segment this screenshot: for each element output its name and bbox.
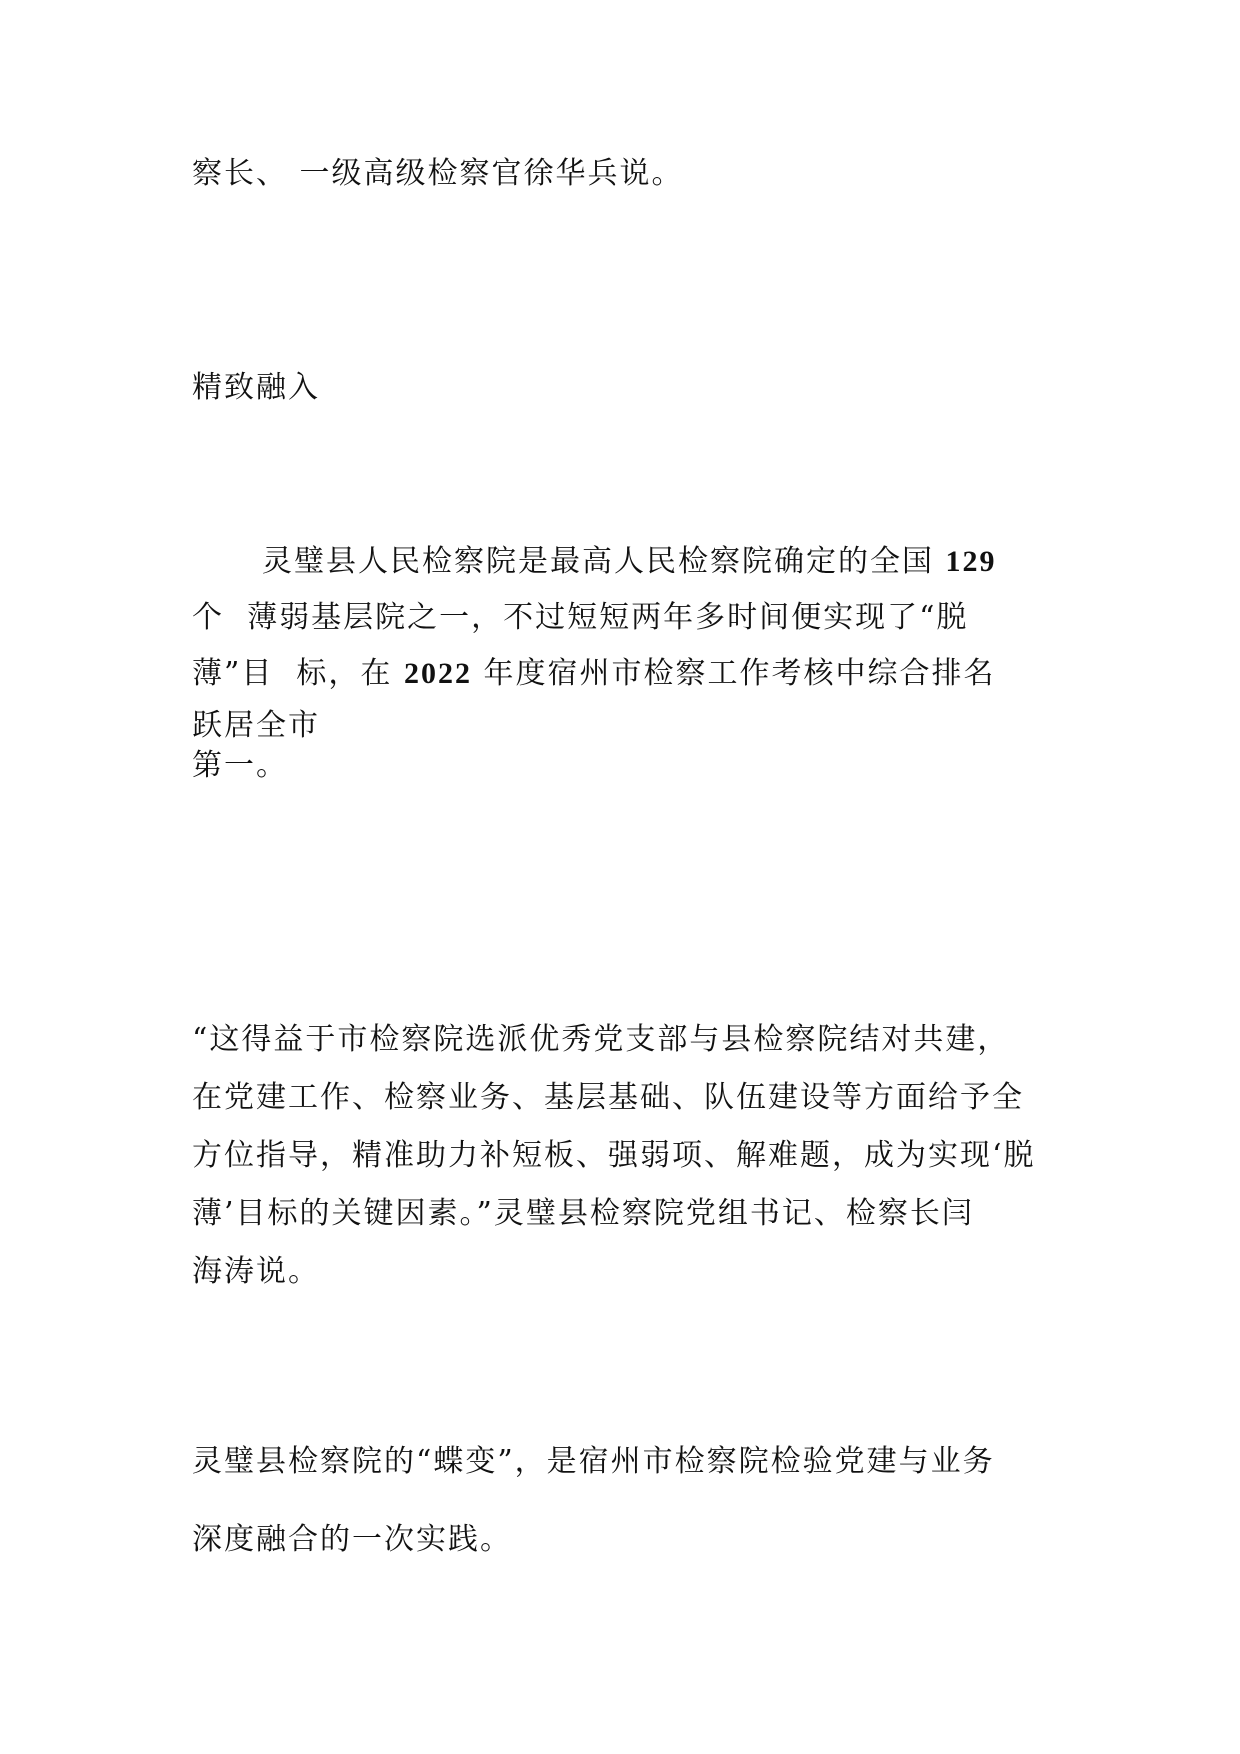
paragraph-2-line-3 [192,652,996,696]
section-heading: 精致融入 [192,370,320,405]
paragraph-3-line-1: “这得益于市检察院选派优秀党支部与县检察院结对共建， [192,1022,1010,1057]
paragraph-3-line-2: 在党建工作、检察业务、基层基础、队伍建设等方面给予全 [192,1080,1024,1115]
paragraph-3-line-4: 薄’目标的关键因素。”灵璧县检察院党组书记、检察长闫 [192,1196,974,1231]
paragraph-4-line-1: 灵璧县检察院的“蝶变”，是宿州市检察院检验党建与业务 [192,1444,995,1479]
paragraph-2-line-5: 第一。 [192,748,288,783]
paragraph-2-line-2: 个 薄弱基层院之一，不过短短两年多时间便实现了“脱 [192,600,969,635]
paragraph-2-line-1 [262,540,997,584]
paragraph-1-line-1: 察长、 一级高级检察官徐华兵说。 [192,156,684,191]
year-2022: 2022 [403,657,472,690]
paragraph-2-line-1-text: 灵璧县人民检察院是最高人民检察院确定的全国 [262,544,946,579]
paragraph-2-line-4: 跃居全市 [192,708,320,743]
paragraph-2-line-3-text-b: 年度宿州市检察工作考核中综合排名 [471,656,996,691]
count-129: 129 [945,545,997,578]
paragraph-2-line-3-text-a: 薄”目 标，在 [192,656,404,691]
paragraph-3-line-5: 海涛说。 [192,1254,320,1289]
paragraph-4-line-2: 深度融合的一次实践。 [192,1522,512,1557]
paragraph-3-line-3: 方位指导，精准助力补短板、强弱项、解难题，成为实现‘脱 [192,1138,1036,1173]
